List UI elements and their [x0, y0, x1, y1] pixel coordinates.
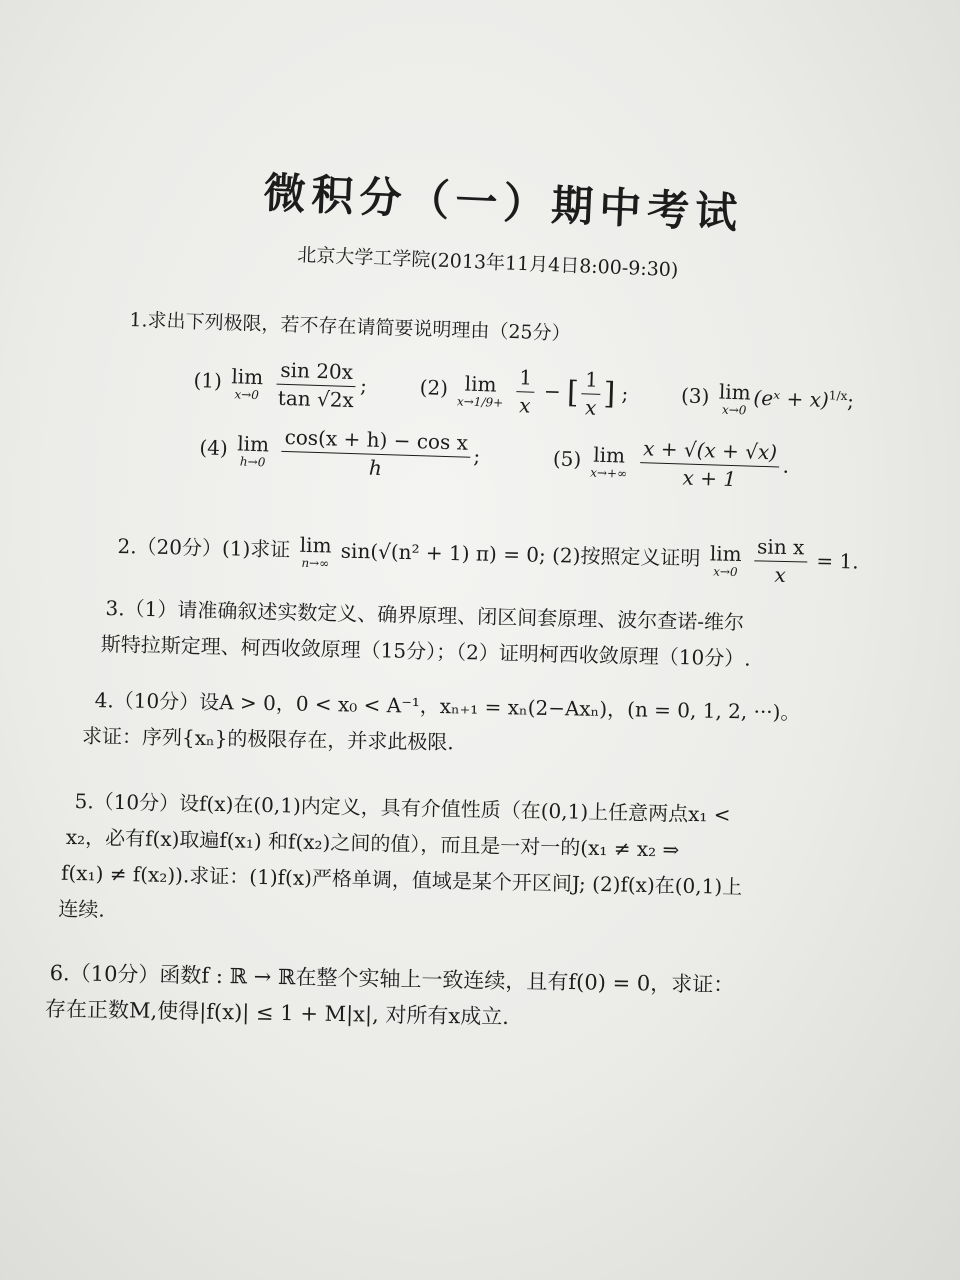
part-3-limit-sub: x→0 — [721, 402, 747, 417]
question-2-limit-2: lim x→0 — [709, 540, 742, 579]
part-2-numerator: 1 — [516, 366, 536, 393]
question-2-tail: = 1. — [816, 548, 859, 574]
question-3-line-2: 斯特拉斯定理、柯西收敛原理（15分）；（2）证明柯西收敛原理（10分）. — [100, 631, 751, 671]
part-2-bracket-fraction — [581, 368, 601, 420]
part-1-limit-sub: x→0 — [234, 386, 260, 402]
exam-subtitle: 北京大学工学院(2013年11月4日8:00-9:30) — [296, 243, 679, 282]
part-1-limit: lim x→0 — [231, 363, 264, 402]
question-5-line-3: f(x₁) ≠ f(x₂)).求证：(1)f(x)严格单调，值域是某个开区间J; (2)f(x)在(0,1)上 — [60, 860, 743, 899]
part-1-numerator: sin 20x — [277, 359, 356, 387]
exam-title: 微积分（一）期中考试 — [262, 167, 745, 238]
part-1-fraction — [275, 359, 359, 413]
question-2-expression: sin(√(n² + 1) π) = 0; (2)按照定义证明 — [340, 538, 701, 571]
question-6-line-1: 6.（10分）函数f : ℝ → ℝ在整个实轴上一致连续，且有f(0) = 0，求证： — [49, 960, 735, 997]
part-5-limit-sub: x→+∞ — [590, 465, 628, 481]
question-1-row-1 — [193, 356, 855, 428]
part-3-label: (3) — [680, 383, 710, 409]
part-4-end: ; — [473, 443, 481, 469]
part-2-bracket-numerator: 1 — [582, 368, 602, 395]
part-3-expression: (eˣ + x) — [753, 385, 830, 412]
question-2-heading: 2.（20分）(1)求证 — [117, 533, 291, 562]
part-4-denominator: h — [368, 455, 383, 480]
part-2-limit: lim x→1/9+ — [456, 371, 504, 410]
part-4-numerator: cos(x + h) − cos x — [281, 426, 471, 458]
question-3-line-1: 3.（1）请准确叙述实数定义、确界原理、闭区间套原理、波尔查诺-维尔 — [105, 595, 745, 635]
question-1-row-2 — [199, 423, 853, 494]
part-3-limit: lim x→0 — [718, 379, 752, 417]
part-3-end: ; — [846, 388, 855, 413]
part-5-fraction — [639, 437, 780, 492]
part-4-limit-sub: h→0 — [239, 454, 266, 469]
question-5-line-2: x₂，必有f(x)取遍f(x₁) 和f(x₂)之间的值），而且是一对一的(x₁ ≠ x₂ ⇒ — [65, 824, 680, 862]
part-2-fraction — [515, 366, 535, 418]
question-5-line-1: 5.（10分）设f(x)在(0,1)内定义，具有介值性质（在(0,1)上任意两点x₁ < — [74, 788, 731, 827]
part-3-exponent: 1/x — [828, 388, 848, 403]
question-1-heading: 1.求出下列极限，若不存在请简要说明理由（25分） — [129, 308, 571, 345]
question-2-limit-1-sub: n→∞ — [301, 555, 330, 570]
question-4-line-1: 4.（10分）设A > 0，0 < x₀ < A⁻¹，xₙ₊₁ = xₙ(2−Axₙ)，(n = 0, 1, 2, ···)。 — [94, 687, 801, 725]
part-2-bracket-denominator: x — [584, 395, 597, 420]
part-2-label: (2) — [419, 375, 449, 401]
part-5-denominator: x + 1 — [682, 465, 737, 492]
question-2-fraction — [753, 535, 807, 587]
question-2-denominator: x — [774, 562, 787, 587]
question-6 — [44, 955, 735, 1039]
question-2 — [117, 522, 859, 589]
part-5-end: . — [782, 453, 790, 478]
part-4-label: (4) — [199, 435, 229, 461]
question-5-line-4: 连续. — [58, 896, 105, 922]
part-5-numerator: x + √(x + √x) — [640, 437, 781, 467]
question-2-numerator: sin x — [754, 535, 808, 562]
part-2-left-bracket: [ — [566, 375, 580, 411]
part-2-minus: − — [543, 379, 562, 404]
question-6-line-2: 存在正数M,使得|f(x)| ≤ 1 + M|x|, 对所有x成立. — [44, 996, 510, 1030]
question-4-line-2: 求证：序列{xₙ}的极限存在，并求此极限. — [81, 723, 454, 755]
part-1-denominator: tan √2x — [277, 385, 355, 413]
part-4-fraction — [280, 426, 471, 483]
question-3 — [100, 590, 865, 679]
part-1-label: (1) — [193, 368, 223, 393]
part-2-denominator: x — [518, 393, 531, 418]
question-2-limit-1: lim n→∞ — [299, 532, 332, 570]
question-5 — [58, 783, 744, 941]
question-2-limit-2-sub: x→0 — [713, 563, 738, 579]
part-5-label: (5) — [552, 446, 582, 472]
part-4-limit: lim h→0 — [236, 430, 270, 469]
part-2-right-bracket: ] — [602, 376, 616, 412]
part-2-end: ; — [621, 381, 629, 406]
question-4 — [81, 682, 801, 766]
part-5-limit: lim x→+∞ — [590, 442, 628, 481]
question-1 — [125, 302, 857, 495]
part-2-limit-sub: x→1/9+ — [456, 393, 504, 410]
part-1-end: ; — [359, 373, 368, 398]
